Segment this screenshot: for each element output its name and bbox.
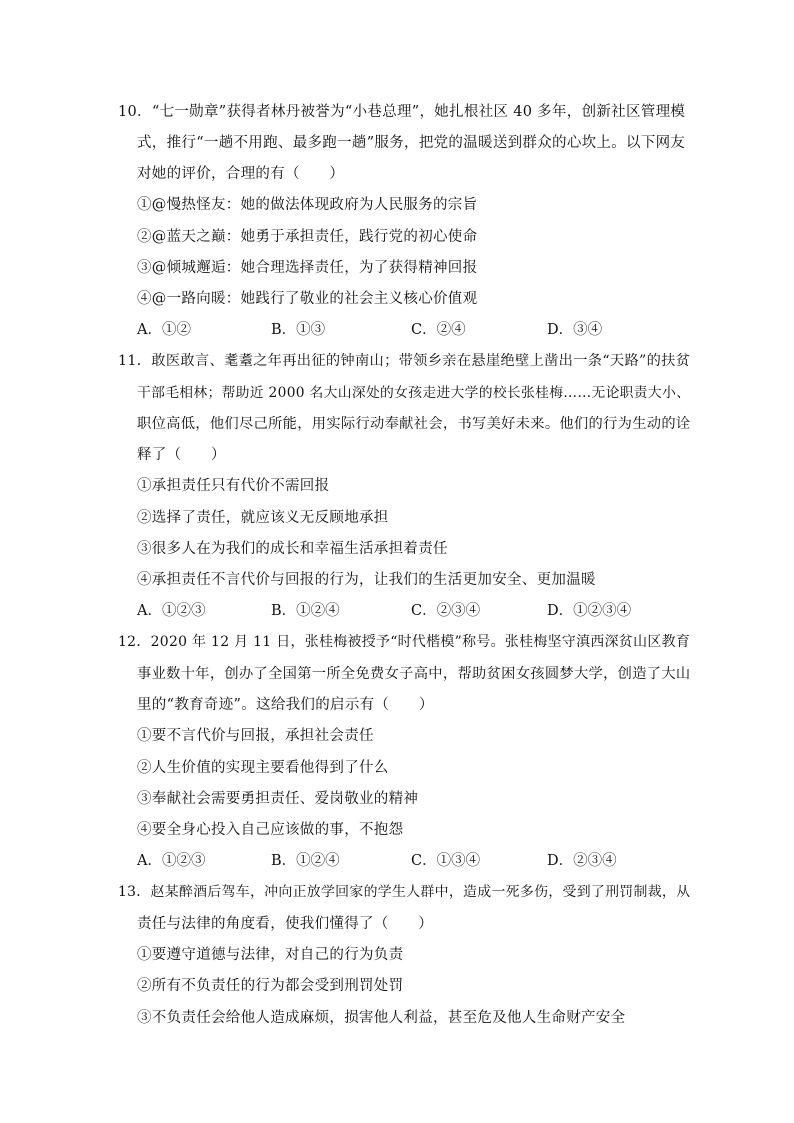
question-stem-line: 职位高低，他们尽己所能，用实际行动奉献社会，书写美好未来。他们的行为生动的诠	[137, 416, 691, 432]
choice-d: D．①②③④	[547, 603, 632, 619]
question-stem-line: 责任与法律的角度看，使我们懂得了（ ）	[137, 916, 433, 932]
question-stem-line: 对她的评价，合理的有（ ）	[137, 166, 345, 182]
choice-b: B．①②④	[271, 853, 340, 869]
statement-option: ③不负责任会给他人造成麻烦，损害他人利益，甚至危及他人生命财产安全	[137, 1010, 626, 1026]
choice-c: C．②③④	[411, 603, 481, 619]
choice-b: B．①②④	[271, 603, 340, 619]
choice-b: B．①③	[271, 322, 326, 338]
question-stem-line: 里的“教育奇迹”。这给我们的启示有（ ）	[137, 697, 434, 713]
statement-option: ②选择了责任，就应该义无反顾地承担	[137, 510, 389, 526]
statement-option: ②所有不负责任的行为都会受到刑罚处罚	[137, 978, 404, 994]
question-stem-line: 干部毛相林；帮助近 2000 名大山深处的女孩走进大学的校长张桂梅……无论职责大小、	[137, 385, 691, 401]
choice-d: D．③④	[547, 322, 603, 338]
statement-option: ④承担责任不言代价与回报的行为，让我们的生活更加安全、更加温暖	[137, 572, 596, 588]
statement-option: ③很多人在为我们的成长和幸福生活承担着责任	[137, 541, 448, 557]
question-stem-line: 事业数十年，创办了全国第一所全免费女子高中，帮助贫困女孩圆梦大学，创造了大山	[137, 666, 691, 682]
statement-option: ②人生价值的实现主要看他得到了什么	[137, 760, 389, 776]
choice-a: A．①②③	[137, 853, 206, 869]
question-stem-line: 释了（ ）	[137, 447, 226, 463]
choice-c: C．②④	[411, 322, 466, 338]
statement-option: ②@蓝天之巅：她勇于承担责任，践行党的初心使命	[137, 229, 478, 245]
choice-c: C．①③④	[411, 853, 481, 869]
statement-option: ①@慢热怪友：她的做法体现政府为人民服务的宗旨	[137, 197, 478, 213]
question-stem-line: 13．赵某醉酒后驾车，冲向正放学回家的学生人群中，造成一死多伤，受到了刑罚制裁，从	[118, 884, 691, 900]
statement-option: ③@倾城邂逅：她合理选择责任，为了获得精神回报	[137, 260, 478, 276]
question-stem-line: 12．2020 年 12 月 11 日，张桂梅被授予“时代楷模”称号。张桂梅坚守滇西深贫山区教育	[118, 634, 691, 650]
statement-option: ①承担责任只有代价不需回报	[137, 478, 330, 494]
question-stem-line: 10．“七一勋章”获得者林丹被誉为“小巷总理”，她扎根社区 40 多年，创新社区管理模	[118, 104, 686, 120]
question-stem-line: 11．敢医敢言、耄耋之年再出征的钟南山；带领乡亲在悬崖绝壁上凿出一条“天路”的扶贫	[118, 353, 691, 369]
statement-option: ③奉献社会需要勇担责任、爱岗敬业的精神	[137, 791, 419, 807]
choice-d: D．②③④	[547, 853, 617, 869]
statement-option: ①要遵守道德与法律，对自己的行为负责	[137, 947, 404, 963]
statement-option: ①要不言代价与回报，承担社会责任	[137, 728, 374, 744]
statement-option: ④要全身心投入自己应该做的事，不抱怨	[137, 822, 404, 838]
choice-a: A．①②	[137, 322, 191, 338]
choice-a: A．①②③	[137, 603, 206, 619]
statement-option: ④@一路向暖：她践行了敬业的社会主义核心价值观	[137, 291, 478, 307]
question-stem-line: 式，推行“一趟不用跑、最多跑一趟”服务，把党的温暖送到群众的心坎上。以下网友	[137, 135, 686, 151]
